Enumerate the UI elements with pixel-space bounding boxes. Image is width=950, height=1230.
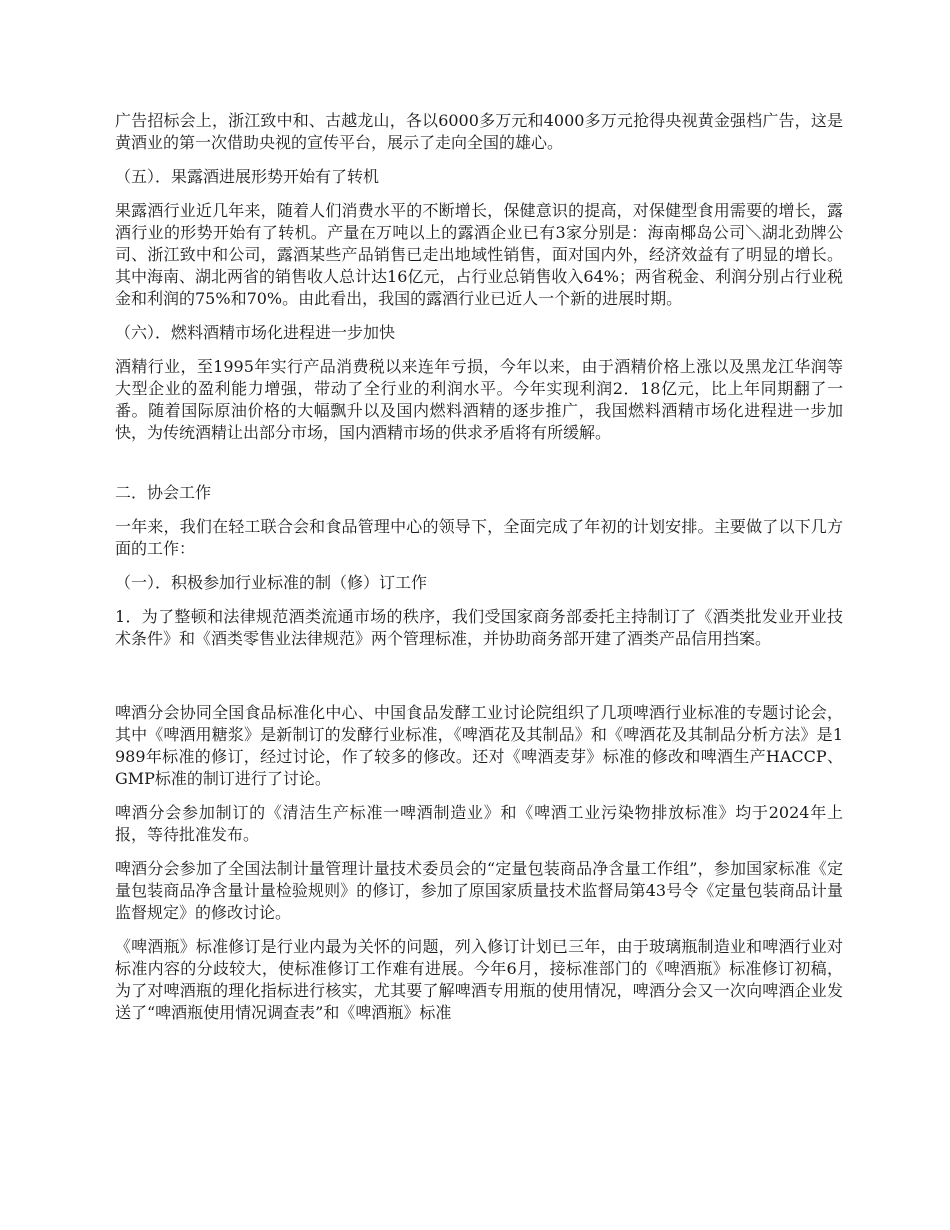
paragraph-alcohol-industry: 酒精行业，至1995年实行产品消费税以来连年亏损，今年以来，由于酒精价格上涨以及黑龙江华润等大型企业的盈利能力增强，带动了全行业的利润水平。今年实现利润2．18亿元，比上年同期翻了一番。随着国际原油价格的大幅飘升以及国内燃料酒精的逐步推广，我国燃料酒精市场化进程进一步加快，为传统酒精让出部分市场，国内酒精市场的供求矛盾将有所缓解。 xyxy=(115,357,843,442)
heading-standards-work: （一）．积极参加行业标准的制（修）订工作 xyxy=(115,573,428,592)
paragraph-fruit-wine: 果露酒行业近几年来，随着人们消费水平的不断增长，保健意识的提高，对保健型食用需要的增长，露酒行业的形势开始有了转机。产量在万吨以上的露酒企业已有3家分别是：海南椰岛公司＼湖北劲牌公司、浙江致中和公司，露酒某些产品销售已走出地域性销售，面对国内外，经济效益有了明显的增长。其中海南、湖北两省的销售收人总计达16亿元，占行业总销售收入64%；两省税金、利润分别占行业税金和利润的75%和70%。由此看出，我国的露酒行业已近人一个新的进展时期。 xyxy=(115,201,843,308)
paragraph-beer-seminar: 啤酒分会协同全国食品标准化中心、中国食品发酵工业讨论院组织了几项啤酒行业标准的专题讨论会，其中《啤酒用糖浆》是新制订的发酵行业标准，《啤酒花及其制品》和《啤酒花及其制品分析方法》是1989年标准的修订，经过讨论，作了较多的修改。还对《啤酒麦芽》标准的修改和啤酒生产HACCP、GMP标准的制订进行了讨论。 xyxy=(115,703,843,788)
heading-section-6-fuel-alcohol: （六）．燃料酒精市场化进程进一步加快 xyxy=(115,323,396,342)
document-page xyxy=(115,110,843,1036)
paragraph-beer-clean-production: 啤酒分会参加制订的《清洁生产标准一啤酒制造业》和《啤酒工业污染物排放标准》均于2024年上报，等待批准发布。 xyxy=(115,803,843,844)
heading-section-5-fruit-wine: （五）．果露酒进展形势开始有了转机 xyxy=(115,167,380,186)
heading-association-work: 二．协会工作 xyxy=(115,483,212,502)
paragraph-beer-bottle-standard: 《啤酒瓶》标准修订是行业内最为关怀的问题，列入修订计划已三年，由于玻璃瓶制造业和啤酒行业对标准内容的分歧较大，使标准修订工作难有进展。今年6月，接标准部门的《啤酒瓶》标准修订初稿，为了对啤酒瓶的理化指标进行核实，尤其要了解啤酒专用瓶的使用情况，啤酒分会又一次向啤酒企业发送了“啤酒瓶使用情况调查表”和《啤酒瓶》标准 xyxy=(115,937,843,1022)
paragraph-beer-metrology: 啤酒分会参加了全国法制计量管理计量技术委员会的“定量包装商品净含量工作组”，参加国家标准《定量包装商品净含量计量检验规则》的修订，参加了原国家质量技术监督局第43号令《定量包装商品计量监督规定》的修改讨论。 xyxy=(115,859,843,922)
paragraph-association-intro: 一年来，我们在轻工联合会和食品管理中心的领导下，全面完成了年初的计划安排。主要做了以下几方面的工作： xyxy=(115,517,843,558)
paragraph-huangjiu-ad: 广告招标会上，浙江致中和、古越龙山，各以6000多万元和4000多万元抢得央视黄金强档广告，这是黄酒业的第一次借助央视的宣传平台，展示了走向全国的雄心。 xyxy=(115,111,843,152)
paragraph-standards-item-1: 1．为了整顿和法律规范酒类流通市场的秩序，我们受国家商务部委托主持制订了《酒类批发业开业技术条件》和《酒类零售业法律规范》两个管理标准，并协助商务部开建了酒类产品信用挡案。 xyxy=(115,607,843,648)
